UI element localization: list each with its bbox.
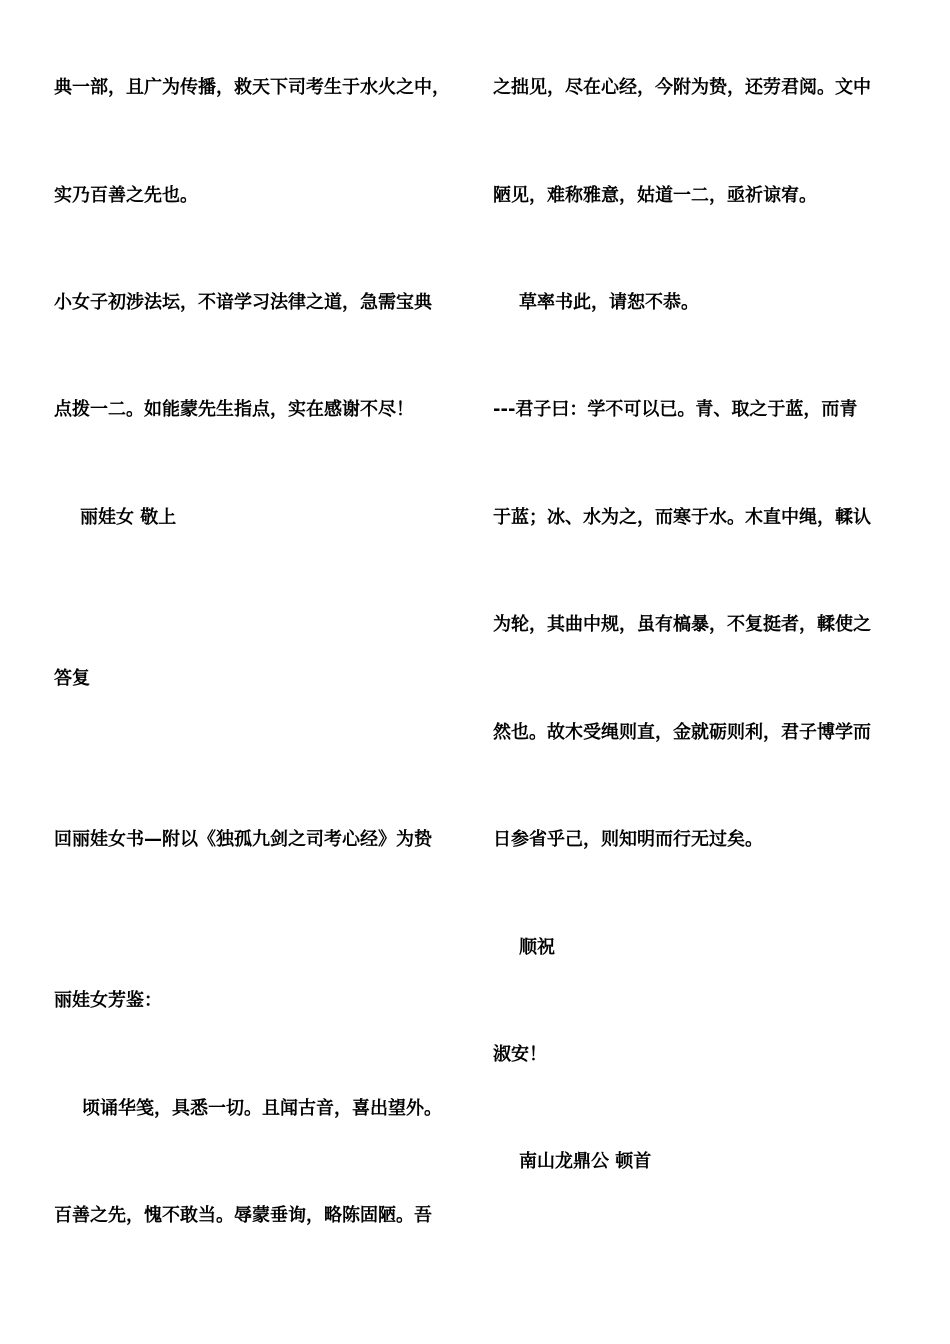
- right-line-7: 然也。故木受绳则直，金就砺则利，君子博学而: [493, 722, 871, 743]
- left-line-10: 百善之先，愧不敢当。辱蒙垂询，略陈固陋。吾: [54, 1205, 432, 1226]
- reply-title: 回丽娃女书—附以《独孤九剑之司考心经》为贽: [54, 829, 432, 850]
- left-line-3: 小女子初涉法坛，不谙学习法律之道，急需宝典: [54, 292, 432, 313]
- salutation: 丽娃女芳鉴：: [54, 990, 162, 1011]
- signature-nanshan: 南山龙鼎公 顿首: [519, 1151, 652, 1172]
- right-line-8: 日参省乎己，则知明而行无过矣。: [493, 829, 763, 850]
- left-line-2: 实乃百善之先也。: [54, 185, 198, 206]
- signature-liwanu: 丽娃女 敬上: [80, 507, 177, 528]
- left-line-4: 点拨一二。如能蒙先生指点，实在感谢不尽！: [54, 399, 414, 420]
- right-line-1: 之拙见，尽在心经，今附为贽，还劳君阅。文中: [493, 77, 871, 98]
- reply-heading: 答复: [54, 668, 90, 689]
- left-line-9: 顷诵华笺，具悉一切。且闻古音，喜出望外。: [82, 1098, 442, 1119]
- right-line-5: 于蓝；冰、水为之，而寒于水。木直中绳，輮认: [493, 507, 871, 528]
- closing-wish: 淑安！: [493, 1044, 547, 1065]
- right-line-4: ---君子曰：学不可以已。青、取之于蓝，而青: [493, 399, 858, 420]
- right-line-6: 为轮，其曲中规，虽有槁暴，不复挺者，輮使之: [493, 614, 871, 635]
- left-line-1: 典一部，且广为传播，救天下司考生于水火之中，: [54, 77, 450, 98]
- closing-greeting: 顺祝: [519, 937, 555, 958]
- right-line-2: 陋见，难称雅意，姑道一二，亟祈谅宥。: [493, 185, 817, 206]
- right-line-3: 草率书此，请恕不恭。: [519, 292, 699, 313]
